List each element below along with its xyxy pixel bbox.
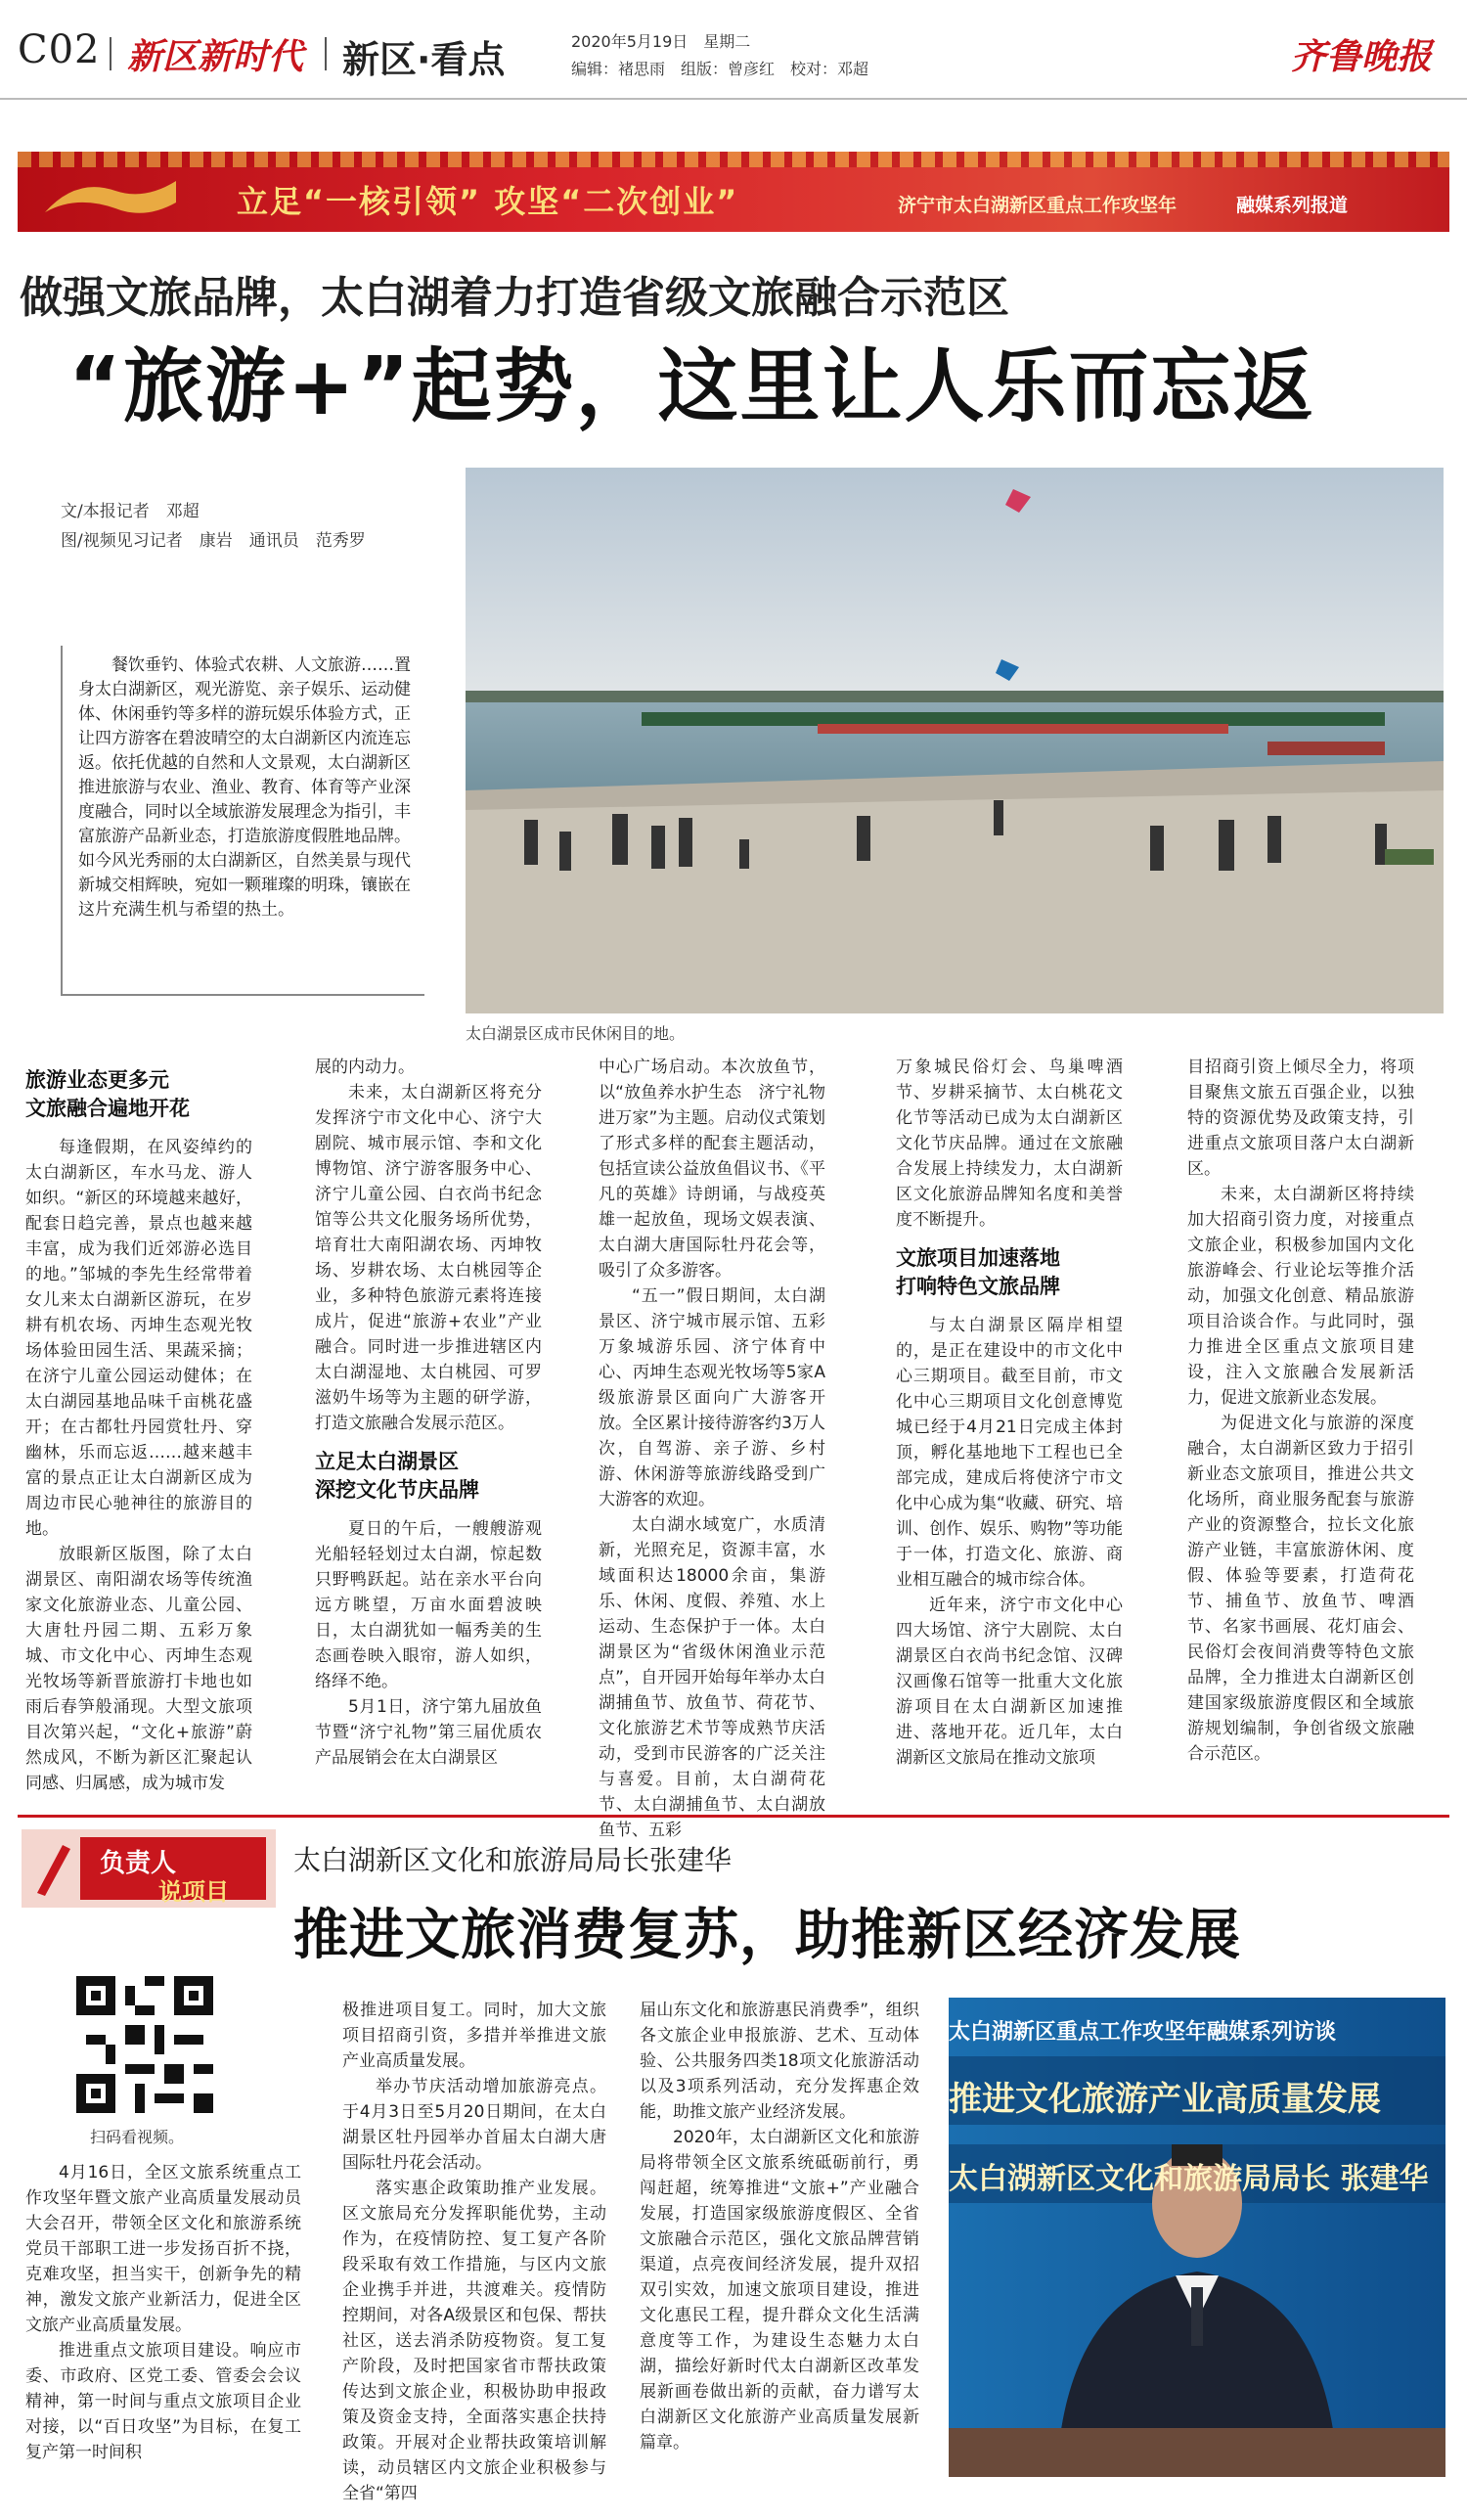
banner-pattern <box>18 152 1449 167</box>
badge-label: 负责人 <box>100 1849 177 1878</box>
subheading: 立足太白湖景区 深挖文化节庆品牌 <box>315 1450 479 1502</box>
date: 2020年5月19日 <box>571 32 689 51</box>
page-number: C02 <box>18 27 101 72</box>
lake-photo <box>466 468 1444 1013</box>
section-name: 新区·看点 <box>342 38 506 81</box>
paragraph: 与太白湖景区隔岸相望的，是正在建设中的市文化中心三期项目。截至目前，市文化中心三期项目文化创意博览城已经于4月21日完成主体封顶，孵化基地地下工程也已全部完成，建成后将使济宁市文化中心成为集“收藏、研究、培训、创作、娱乐、购物”等功能于一体，打造文化、旅游、商业相互融合的城市综合体。 <box>896 1316 1123 1590</box>
banner-tag: 融媒系列报道 <box>1236 195 1349 216</box>
portrait-image <box>949 1998 1445 2477</box>
paragraph: 举办节庆活动增加旅游亮点。于4月3日至5月20日期间，在太白湖景区牡丹园举办首届太白湖大唐国际牡丹花会活动。 <box>342 2077 606 2173</box>
paragraph: 夏日的午后，一艘艘游观光船轻轻划过太白湖，惊起数只野鸭跃起。站在亲水平台向远方眺望，万亩水面碧波映日，太白湖犹如一幅秀美的生态画卷映入眼帘，游人如织，络绎不绝。 <box>315 1519 542 1691</box>
pen-icon <box>27 1839 76 1898</box>
weekday: 星期二 <box>703 32 751 51</box>
lake-scene-image <box>466 468 1444 1013</box>
paragraph: 落实惠企政策助推产业发展。区文旅局充分发挥职能优势，主动作为，在疫情防控、复工复产各阶段采取有效工作措施，与区内文旅企业携手并进，共渡难关。疫情防控期间，对各A级景区和包保、帮扶社区，送去消杀防疫物资。复工复产阶段，及时把国家省市帮扶政策传达到文旅企业，积极协助申报政策及资金支持，全面落实惠企扶持政策。开展对企业帮扶政策培训解读，动员辖区内文旅企业积极参与全省“第四 <box>342 2179 606 2503</box>
headline-kicker: 做强文旅品牌，太白湖着力打造省级文旅融合示范区 <box>20 273 1009 323</box>
subheading: 文旅项目加速落地 打响特色文旅品牌 <box>896 1246 1060 1298</box>
red-flag-icon <box>37 173 184 218</box>
paragraph: 为促进文化与旅游的深度融合，太白湖新区致力于招引新业态文旅项目，推进公共文化场所，商业服务配套与旅游产业的资源整合，拉长文化旅游产业链，丰富旅游休闲、度假、体验等要素，打造荷花节、捕鱼节、放鱼节、啤酒节、名家书画展、花灯庙会、民俗灯会夜间消费等特色文旅品牌，全力推进太白湖新区创建国家级旅游度假区和全域旅游规划编制，争创省级文旅融合示范区。 <box>1187 1414 1414 1764</box>
interview-column-3 <box>640 1998 919 2455</box>
main-headline: “旅游+”起势，这里让人乐而忘返 <box>68 340 1315 433</box>
paragraph: 4月16日，全区文旅系统重点工作攻坚年暨文旅产业高质量发展动员大会召开，带领全区文化和旅游系统党员干部职工进一步发扬百折不挠，克难攻坚，担当实干，创新争先的精神，激发文旅产业新活力，促进全区文旅产业高质量发展。 <box>25 2163 301 2335</box>
paragraph: 中心广场启动。本次放鱼节，以“放鱼养水护生态 济宁礼物进万家”为主题。启动仪式策划了形式多样的配套主题活动，包括宣读公益放鱼倡议书、《平凡的英雄》诗朗诵，与战疫英雄一起放鱼，现场文娱表演、太白湖大唐国际牡丹花会等，吸引了众多游客。 <box>599 1058 825 1281</box>
portrait-overlay-text: 太白湖新区重点工作攻坚年融媒系列访谈 <box>949 2020 1337 2045</box>
paragraph: 未来，太白湖新区将充分发挥济宁市文化中心、济宁大剧院、城市展示馆、李和文化博物馆、济宁游客服务中心、济宁儿童公园、白衣尚书纪念馆等公共文化服务场所优势，培育壮大南阳湖农场、丙坤牧场、岁耕农场、太白桃园等企业，多种特色旅游元素将连接成片，促进“旅游+农业”产业融合。同时进一步推进辖区内太白湖湿地、太白桃园、可罗滋奶牛场等为主题的研学游，打造文旅融合发展示范区。 <box>315 1083 542 1433</box>
byline-text: 文/本报记者 邓超 <box>61 502 200 521</box>
paragraph: 届山东文化和旅游惠民消费季”，组织各文旅企业申报旅游、艺术、互动体验、公共服务四类18项文化旅游活动以及3项系列活动，充分发挥惠企效能，助推文旅产业经济发展。 <box>640 2001 919 2122</box>
photo-caption: 太白湖景区成市民休闲目的地。 <box>466 1024 686 1043</box>
column-badge <box>22 1829 276 1908</box>
paragraph: 极推进项目复工。同时，加大文旅项目招商引资，多措并举推进文旅产业高质量发展。 <box>342 2001 606 2071</box>
paragraph: 每逢假期，在风姿绰约的太白湖新区，车水马龙、游人如织。“新区的环境越来越好，配套日趋完善，景点也越来越丰富，成为我们近郊游必选目的地。”邹城的李先生经常带着女儿来太白湖新区游玩，在岁耕有机农场、丙坤生态观光牧场体验田园生活、果蔬采摘；在济宁儿童公园运动健体；在太白湖园基地品味千亩桃花盛开；在古都牡丹园赏牡丹、穿幽林，乐而忘返……越来越丰富的景点正让太白湖新区成为周边市民心驰神往的旅游目的地。 <box>25 1138 252 1539</box>
dateline <box>571 29 750 52</box>
masthead-divider <box>325 37 327 70</box>
byline-photo: 图/视频见习记者 康岩 通讯员 范秀罗 <box>61 531 366 551</box>
masthead-divider <box>110 37 111 70</box>
paragraph: 未来，太白湖新区将持续加大招商引资力度，对接重点文旅企业，积极参加国内文化旅游峰会、行业论坛等推介活动，加强文化创意、精品旅游项目洽谈合作。与此同时，强力推进全区重点文旅项目建设，注入文旅融合发展新活力，促进文旅新业态发展。 <box>1187 1185 1414 1408</box>
newspaper-logo: 齐鲁晚报 <box>1291 36 1433 77</box>
masthead-rule <box>0 98 1467 100</box>
paragraph: 5月1日，济宁第九届放鱼节暨“济宁礼物”第三届优质农产品展销会在太白湖景区 <box>315 1697 542 1768</box>
paragraph: 放眼新区版图，除了太白湖景区、南阳湖农场等传统渔家文化旅游业态、儿童公园、大唐牡丹园二期、五彩万象城、市文化中心、丙坤生态观光牧场等新晋旅游打卡地也如雨后春笋般涌现。大型文旅项目次第兴起，“文化+旅游”蔚然成风，不断为新区汇聚起认同感、归属感，成为城市发 <box>25 1545 252 1793</box>
badge-label: 说项目 <box>158 1878 229 1906</box>
series-banner <box>18 152 1449 232</box>
article-column-4 <box>896 1055 1123 1771</box>
byline <box>61 497 452 556</box>
section-rule <box>18 1815 1449 1818</box>
interview-column-1 <box>25 2160 301 2465</box>
section-headline: 推进文旅消费复苏，助推新区经济发展 <box>293 1904 1241 1967</box>
paragraph: 推进重点文旅项目建设。响应市委、市政府、区党工委、管委会会议精神，第一时间与重点文旅项目企业对接，以“百日攻坚”为目标，在复工复产第一时间积 <box>25 2341 301 2462</box>
paragraph: 近年来，济宁市文化中心四大场馆、济宁大剧院、太白湖景区白衣尚书纪念馆、汉碑汉画像石馆等一批重大文化旅游项目在太白湖新区加速推进、落地开花。近几年，太白湖新区文旅局在推动文旅项 <box>896 1596 1123 1768</box>
article-column-1 <box>25 1062 252 1796</box>
lead-paragraph: 餐饮垂钓、体验式农耕、人文旅游……置身太白湖新区，观光游览、亲子娱乐、运动健体、休闲垂钓等多样的游玩娱乐体验方式，正让四方游客在碧波晴空的太白湖新区内流连忘返。依托优越的自然和人文景观，太白湖新区推进旅游与农业、渔业、教育、体育等产业深度融合，同时以全域旅游发展理念为指引，丰富旅游产品新业态，打造旅游度假胜地品牌。如今风光秀丽的太白湖新区，自然美景与现代新城交相辉映，宛如一颗璀璨的明珠，镶嵌在这片充满生机与希望的热土。 <box>78 655 411 920</box>
paragraph: “五一”假日期间，太白湖景区、济宁城市展示馆、五彩万象城游乐园、济宁体育中心、丙坤生态观光牧场等5家A级旅游景区面向广大游客开放。全区累计接待游客约3万人次，自驾游、亲子游、乡村游、休闲游等旅游线路受到广大游客的欢迎。 <box>599 1286 825 1509</box>
paragraph: 2020年，太白湖新区文化和旅游局将带领全区文旅系统砥砺前行，勇闯赶超，统筹推进“文旅+”产业融合发展，打造国家级旅游度假区、全省文旅融合示范区，强化文旅品牌营销渠道，点亮夜间经济发展，提升双招双引实效，加速文旅项目建设，推进文化惠民工程，提升群众文化生活满意度等工作，为建设生态魅力太白湖，描绘好新时代太白湖新区改革发展新画卷做出新的贡献，奋力谱写太白湖新区文化旅游产业高质量发展新篇章。 <box>640 2128 919 2452</box>
article-column-5 <box>1187 1055 1414 1767</box>
article-column-2 <box>315 1055 542 1771</box>
interview-column-2 <box>342 1998 606 2506</box>
portrait-overlay-text: 太白湖新区文化和旅游局局长 张建华 <box>949 2162 1429 2196</box>
paragraph: 万象城民俗灯会、鸟巢啤酒节、岁耕采摘节、太白桃花文化节等活动已成为太白湖新区文化节庆品牌。通过在文旅融合发展上持续发力，太白湖新区文化旅游品牌知名度和美誉度不断提升。 <box>896 1058 1123 1230</box>
editor-credits: 编辑：褚思雨 组版：曾彦红 校对：邓超 <box>571 60 869 78</box>
article-column-3 <box>599 1055 825 1843</box>
paragraph: 展的内动力。 <box>315 1058 415 1077</box>
qr-caption: 扫码看视频。 <box>90 2128 185 2146</box>
subheading: 旅游业态更多元 文旅融合遍地开花 <box>25 1068 190 1120</box>
paragraph: 目招商引资上倾尽全力，将项目聚焦文旅五百强企业，以独特的资源优势及政策支持，引进重点文旅项目落户太白湖新区。 <box>1187 1058 1414 1179</box>
banner-series-name: 济宁市太白湖新区重点工作攻坚年 <box>898 195 1178 216</box>
paragraph: 太白湖水域宽广，水质清新，光照充足，资源丰富，水域面积达18000余亩，集游乐、休闲、度假、养殖、水上运动、生态保护于一体。太白湖景区为“省级休闲渔业示范点”，自开园开始每年举办太白湖捕鱼节、放鱼节、荷花节、文化旅游艺术节等成熟节庆活动，受到市民游客的广泛关注与喜爱。目前，太白湖荷花节、太白湖捕鱼节、太白湖放鱼节、五彩 <box>599 1515 825 1840</box>
official-portrait <box>949 1998 1445 2477</box>
section-brand: 新区新时代 <box>127 36 304 77</box>
qr-code-icon[interactable] <box>76 1976 213 2113</box>
masthead <box>0 0 1467 108</box>
speaker-line: 太白湖新区文化和旅游局局长张建华 <box>293 1844 733 1876</box>
banner-slogan: 立足“一核引领” 攻坚“二次创业” <box>237 183 739 220</box>
portrait-overlay-text: 推进文化旅游产业高质量发展 <box>949 2080 1381 2119</box>
